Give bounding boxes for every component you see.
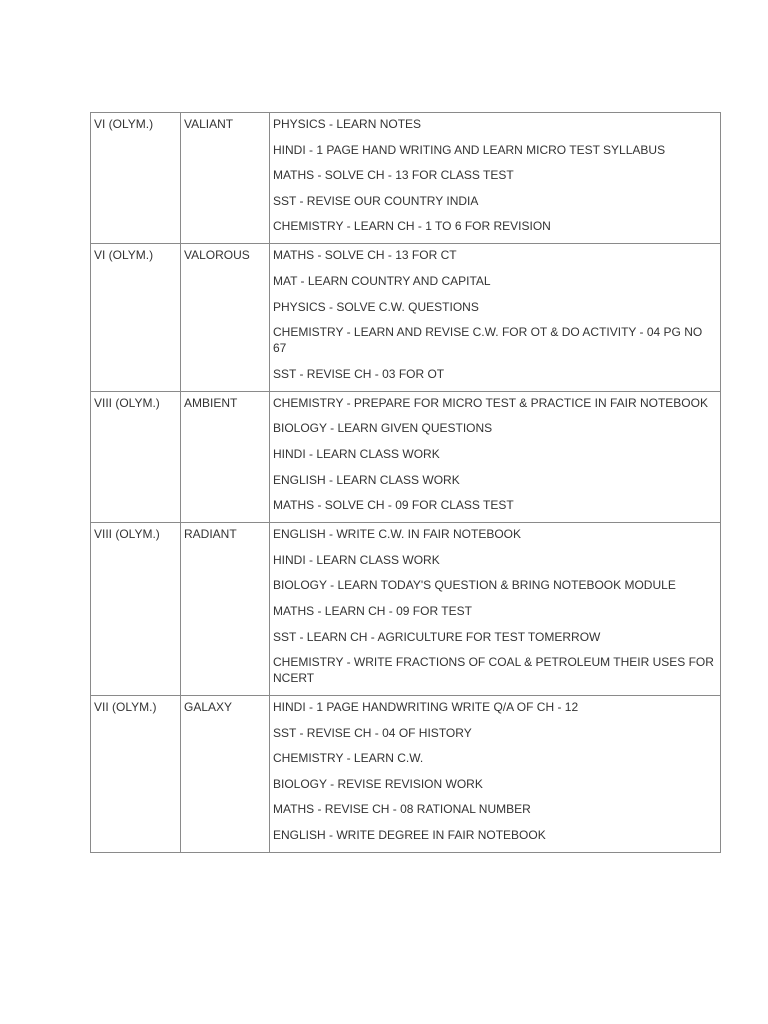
homework-table-body	[91, 113, 721, 853]
section-cell: VALIANT	[181, 113, 270, 244]
section-cell: AMBIENT	[181, 391, 270, 522]
task-item: HINDI - LEARN CLASS WORK	[273, 552, 440, 567]
task-item: MATHS - REVISE CH - 08 RATIONAL NUMBER	[273, 802, 531, 817]
section-cell: RADIANT	[181, 523, 270, 696]
task-item: ENGLISH - WRITE C.W. IN FAIR NOTEBOOK	[273, 527, 522, 542]
task-item: CHEMISTRY - LEARN C.W.	[273, 751, 424, 766]
task-item: CHEMISTRY - WRITE FRACTIONS OF COAL & PETROLEUM THEIR USES FOR NCERT	[273, 655, 714, 686]
task-item: ENGLISH - LEARN CLASS WORK	[273, 472, 460, 487]
homework-table	[90, 112, 721, 853]
tasks-cell	[270, 113, 721, 244]
task-item: CHEMISTRY - LEARN CH - 1 TO 6 FOR REVISION	[273, 219, 551, 234]
class-cell: VI (OLYM.)	[91, 244, 181, 391]
task-item: SST - REVISE OUR COUNTRY INDIA	[273, 193, 479, 208]
task-item: MATHS - SOLVE CH - 13 FOR CT	[273, 248, 457, 263]
tasks-cell	[270, 391, 721, 522]
task-item: HINDI - 1 PAGE HANDWRITING WRITE Q/A OF CH - 12	[273, 700, 579, 715]
task-item: ENGLISH - WRITE DEGREE IN FAIR NOTEBOOK	[273, 828, 546, 843]
task-item: CHEMISTRY - PREPARE FOR MICRO TEST & PRACTICE IN FAIR NOTEBOOK	[273, 395, 708, 410]
section-cell: GALAXY	[181, 696, 270, 853]
task-item: BIOLOGY - LEARN TODAY'S QUESTION & BRING NOTEBOOK MODULE	[273, 578, 676, 593]
table-row	[91, 696, 721, 853]
task-item: PHYSICS - LEARN NOTES	[273, 117, 422, 131]
task-item: MAT - LEARN COUNTRY AND CAPITAL	[273, 273, 491, 288]
tasks-cell	[270, 244, 721, 391]
task-item: HINDI - LEARN CLASS WORK	[273, 446, 440, 461]
task-item: MATHS - SOLVE CH - 09 FOR CLASS TEST	[273, 498, 514, 513]
task-item: SST - REVISE CH - 04 OF HISTORY	[273, 725, 472, 740]
table-row	[91, 244, 721, 391]
table-row	[91, 523, 721, 696]
table-row	[91, 113, 721, 244]
task-item: CHEMISTRY - LEARN AND REVISE C.W. FOR OT & DO ACTIVITY - 04 PG NO 67	[273, 325, 703, 356]
task-item: BIOLOGY - LEARN GIVEN QUESTIONS	[273, 421, 493, 436]
class-cell: VIII (OLYM.)	[91, 523, 181, 696]
tasks-cell	[270, 696, 721, 853]
class-cell: VI (OLYM.)	[91, 113, 181, 244]
task-item: MATHS - LEARN CH - 09 FOR TEST	[273, 603, 472, 618]
task-item: HINDI - 1 PAGE HAND WRITING AND LEARN MICRO TEST SYLLABUS	[273, 142, 666, 157]
task-item: PHYSICS - SOLVE C.W. QUESTIONS	[273, 299, 479, 314]
table-row	[91, 391, 721, 522]
class-cell: VII (OLYM.)	[91, 696, 181, 853]
section-cell: VALOROUS	[181, 244, 270, 391]
task-item: MATHS - SOLVE CH - 13 FOR CLASS TEST	[273, 168, 514, 183]
task-item: BIOLOGY - REVISE REVISION WORK	[273, 776, 483, 791]
task-item: SST - LEARN CH - AGRICULTURE FOR TEST TOMERROW	[273, 629, 601, 644]
task-item: SST - REVISE CH - 03 FOR OT	[273, 366, 445, 381]
tasks-cell	[270, 523, 721, 696]
class-cell: VIII (OLYM.)	[91, 391, 181, 522]
